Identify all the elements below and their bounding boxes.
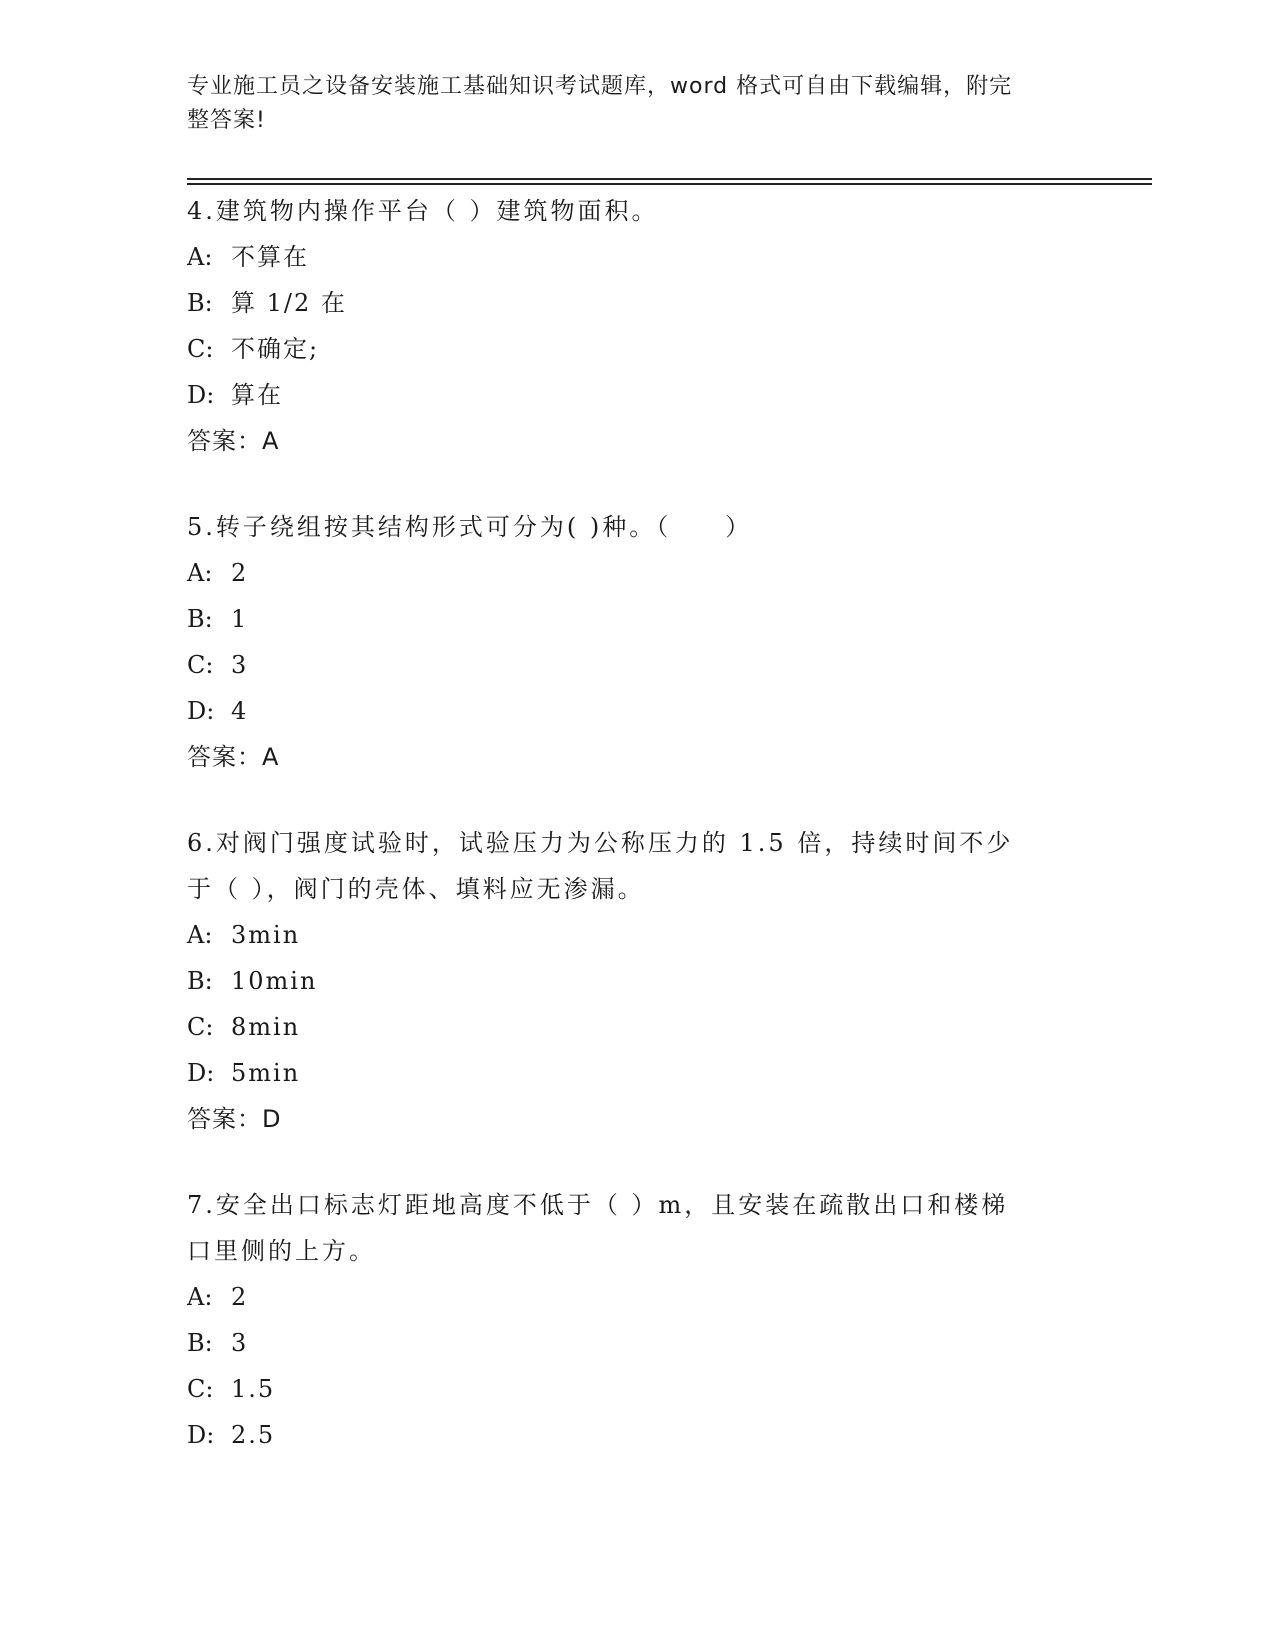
- option-text: 2: [231, 1283, 249, 1311]
- question-4: [187, 188, 1087, 464]
- option-d: [187, 1050, 1087, 1096]
- option-text: 3: [231, 651, 249, 679]
- question-list: [187, 188, 1087, 1498]
- option-label: A:: [187, 1283, 213, 1311]
- option-a: [187, 912, 1087, 958]
- document-header: [187, 70, 1067, 138]
- option-text: 10min: [231, 967, 318, 995]
- question-stem-line-2: 于（ ），阀门的壳体、填料应无渗漏。: [187, 875, 645, 903]
- option-b: [187, 958, 1087, 1004]
- header-line-1: 专业施工员之设备安装施工基础知识考试题库，word 格式可自由下载编辑，附完: [187, 74, 1013, 99]
- option-c: [187, 326, 1087, 372]
- header-divider-top: [187, 178, 1152, 180]
- question-stem-line-1: 7.安全出口标志灯距地高度不低于（ ）m，且安装在疏散出口和楼梯: [187, 1191, 1009, 1219]
- option-text: 5min: [231, 1059, 301, 1087]
- option-label: B:: [187, 289, 213, 317]
- option-text: 算在: [231, 381, 283, 409]
- answer-line: 答案：D: [187, 1105, 282, 1133]
- option-c: [187, 642, 1087, 688]
- option-c: [187, 1366, 1087, 1412]
- option-label: D:: [187, 1421, 215, 1449]
- option-label: D:: [187, 1059, 215, 1087]
- answer-line: 答案：A: [187, 743, 280, 771]
- option-label: C:: [187, 335, 214, 363]
- option-label: A:: [187, 243, 213, 271]
- option-text: 8min: [231, 1013, 301, 1041]
- option-label: A:: [187, 921, 213, 949]
- option-text: 1.5: [231, 1375, 276, 1403]
- option-text: 3: [231, 1329, 249, 1357]
- header-divider-bottom: [187, 183, 1152, 185]
- question-stem-line-1: 6.对阀门强度试验时，试验压力为公称压力的 1.5 倍，持续时间不少: [187, 829, 1014, 857]
- option-label: D:: [187, 697, 215, 725]
- question-7: [187, 1182, 1087, 1458]
- option-label: B:: [187, 1329, 213, 1357]
- option-text: 2: [231, 559, 249, 587]
- option-c: [187, 1004, 1087, 1050]
- option-b: [187, 596, 1087, 642]
- question-stem: 4.建筑物内操作平台（ ）建筑物面积。: [187, 197, 659, 225]
- option-d: [187, 1412, 1087, 1458]
- option-d: [187, 372, 1087, 418]
- option-text: 2.5: [231, 1421, 276, 1449]
- option-a: [187, 1274, 1087, 1320]
- option-text: 算 1/2 在: [231, 289, 347, 317]
- option-text: 不确定;: [231, 335, 320, 363]
- option-label: C:: [187, 1375, 214, 1403]
- option-text: 1: [231, 605, 249, 633]
- option-b: [187, 1320, 1087, 1366]
- header-line-2: 整答案!: [187, 108, 266, 133]
- answer-line: 答案：A: [187, 427, 280, 455]
- option-text: 3min: [231, 921, 301, 949]
- option-label: A:: [187, 559, 213, 587]
- question-5: [187, 504, 1087, 780]
- option-d: [187, 688, 1087, 734]
- option-label: C:: [187, 1013, 214, 1041]
- option-b: [187, 280, 1087, 326]
- question-stem-line-2: 口里侧的上方。: [187, 1237, 376, 1265]
- option-a: [187, 234, 1087, 280]
- option-a: [187, 550, 1087, 596]
- option-label: C:: [187, 651, 214, 679]
- option-label: D:: [187, 381, 215, 409]
- question-6: [187, 820, 1087, 1142]
- question-stem: 5.转子绕组按其结构形式可分为( )种。（ ）: [187, 513, 753, 541]
- option-label: B:: [187, 605, 213, 633]
- option-text: 不算在: [231, 243, 309, 271]
- option-label: B:: [187, 967, 213, 995]
- option-text: 4: [231, 697, 249, 725]
